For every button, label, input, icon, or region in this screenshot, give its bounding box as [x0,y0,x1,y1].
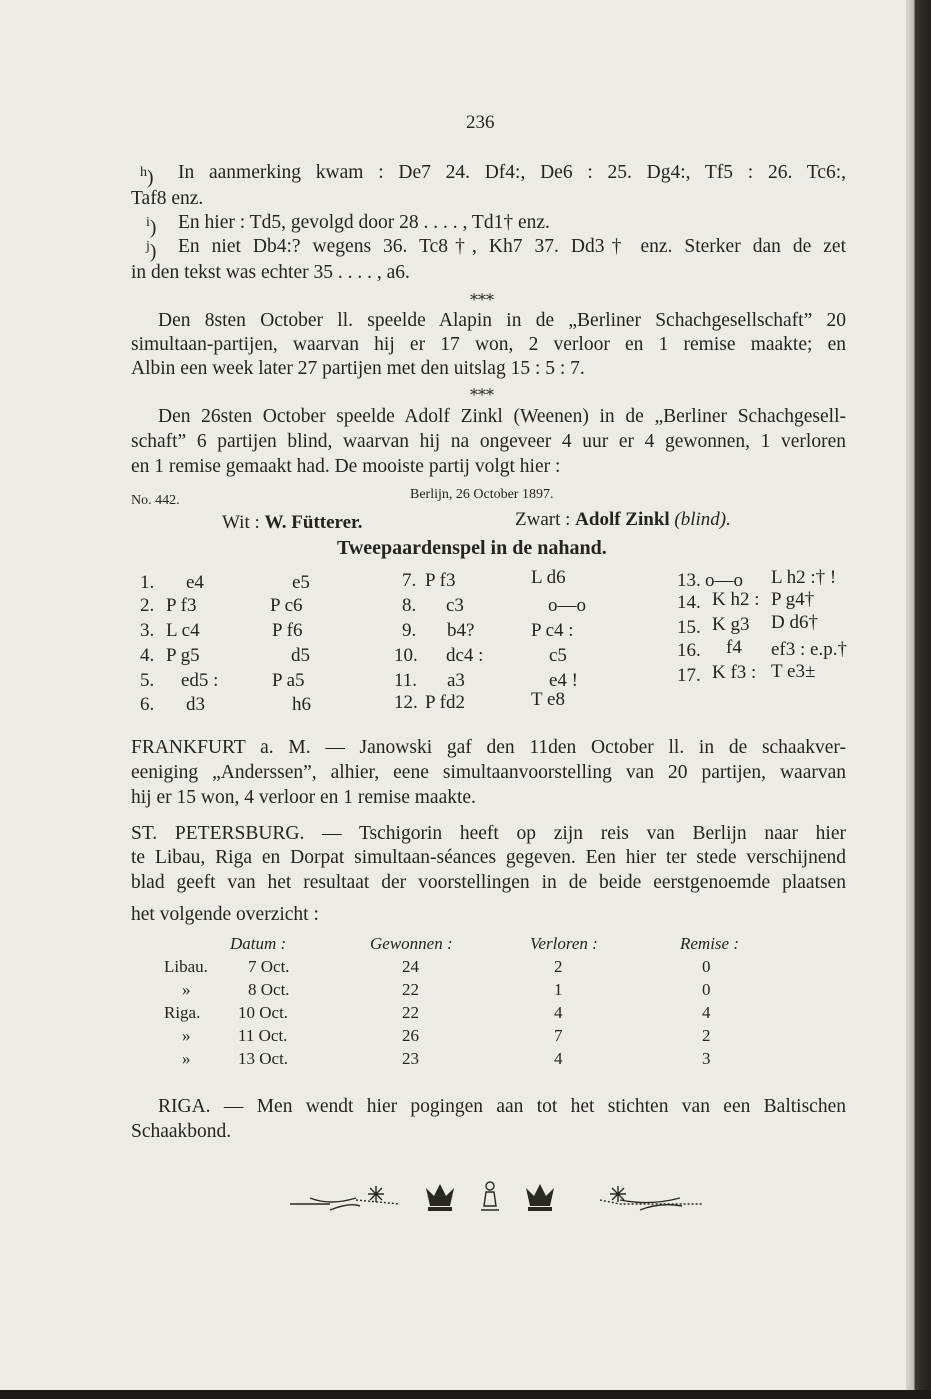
table-cell-won: 24 [402,956,419,976]
book-edge [906,0,931,1399]
table-cell-place: » [182,1025,191,1045]
separator-asterism: ⁎⁎⁎ [470,382,494,399]
white-move: K f3 : [712,662,757,683]
chess-ornament-icon [290,1176,710,1216]
petersburg-line-3: blad geeft van het resultaat der voorstellingen in de beide eerstgenoemde plaatsen [131,872,846,893]
black-move: o—o [548,595,586,616]
table-cell-draw: 2 [702,1025,711,1045]
right-crown-icon [526,1184,554,1211]
white-move: ed5 : [181,670,219,691]
frankfurt-line-3: hij er 15 won, 4 verloor en 1 remise maakte. [131,787,476,808]
footnote-h-marker: $^h$) [140,165,154,189]
table-cell-won: 22 [402,1002,419,1022]
black-move: D d6† [771,612,818,633]
table-cell-place: Libau. [164,956,208,976]
table-cell-draw: 3 [702,1048,711,1068]
white-move: P f3 [166,595,197,616]
move-number: 12. [394,692,418,713]
footnote-j-line-2: in den tekst was echter 35 . . . . , a6. [131,262,410,283]
footnote-h-line-1: In aanmerking kwam : De7 24. Df4:, De6 : 25. Dg4:, Tf5 : 26. Tc6:, [178,162,846,183]
table-header-draw: Remise : [680,933,740,953]
table-header-row [140,932,780,955]
move-number: 7. [402,570,417,591]
white-move: P f3 [425,570,456,591]
move-number: 5. [140,670,155,691]
black-move: d5 [291,645,310,666]
table-cell-date: 10 Oct. [238,1002,289,1022]
right-star-icon [610,1186,626,1202]
move-number: 8. [402,595,417,616]
table-cell-date: 8 Oct. [248,979,290,999]
black-move: ef3 : e.p.† [771,639,847,660]
table-cell-lost: 7 [554,1025,563,1045]
black-move: P a5 [272,670,305,691]
frankfurt-line-1: FRANKFURT a. M. — Janowski gaf den 11den October ll. in de schaakver- [131,737,846,758]
alapin-line-3: Albin een week later 27 partijen met den uitslag 15 : 5 : 7. [131,358,585,379]
table-row [140,1024,780,1047]
move-number: 11. [394,670,418,691]
black-move: c5 [549,645,567,666]
table-row [140,978,780,1001]
table-cell-place: » [182,1048,191,1068]
white-move: o—o [705,570,743,591]
white-move: dc4 : [446,645,484,666]
page-number: 236 [466,112,495,133]
zinkl-line-1: Den 26sten October speelde Adolf Zinkl (Weenen) in de „Berliner Schachgesell- [158,406,846,427]
move-number: 17. [677,665,701,686]
black-player: Zwart : Adolf Zinkl (blind). [515,509,731,530]
riga-line-1: RIGA. — Men wendt hier pogingen aan tot het stichten van een Baltischen [158,1096,846,1117]
black-move: P c6 [270,595,303,616]
game-number: No. 442. [131,493,180,508]
pawn-icon [481,1182,499,1210]
separator-asterism: ⁎⁎⁎ [470,287,494,304]
white-move: K g3 [712,614,750,635]
move-number: 14. [677,592,701,613]
table-row [140,955,780,978]
black-move: P c4 : [531,620,574,641]
move-number: 3. [140,620,155,641]
opening-title: Tweepaardenspel in de nahand. [337,537,607,559]
game-place-date: Berlijn, 26 October 1897. [410,487,554,502]
table-header-place [140,932,230,955]
table-row [140,1047,780,1070]
white-move: e4 [186,572,204,593]
black-move: P g4† [771,589,815,610]
zinkl-line-3: en 1 remise gemaakt had. De mooiste partij volgt hier : [131,456,561,477]
move-number: 2. [140,595,155,616]
table-cell-draw: 4 [702,1002,711,1022]
table-cell-date: 7 Oct. [248,956,290,976]
table-cell-place: » [182,979,191,999]
move-number: 15. [677,617,701,638]
table-cell-lost: 1 [554,979,563,999]
white-move: P fd2 [425,692,465,713]
alapin-line-2: simultaan-partijen, waarvan hij er 17 won, 2 verloor en 1 remise maakte; en [131,334,846,355]
footnote-j-marker: $^j$) [146,239,157,263]
left-star-icon [368,1186,384,1202]
white-move: a3 [447,670,465,691]
table-cell-lost: 2 [554,956,563,976]
move-number: 16. [677,640,701,661]
move-number: 4. [140,645,155,666]
table-cell-draw: 0 [702,979,711,999]
white-move: L c4 [166,620,200,641]
table-header-won: Gewonnen : [370,933,453,953]
black-move: T e8 [531,689,565,710]
alapin-line-1: Den 8sten October ll. speelde Alapin in de „Berliner Schachgesellschaft” 20 [158,310,846,331]
table-header-lost: Verloren : [530,933,598,953]
black-move: L h2 :† ! [771,567,837,588]
white-player: Wit : W. Fütterer. [222,512,363,533]
table-cell-place: Riga. [164,1002,201,1022]
footnote-i-line-1: En hier : Td5, gevolgd door 28 . . . . , Td1† enz. [178,212,550,233]
footnote-i-marker: $^i$) [146,215,157,239]
table-row [140,1001,780,1024]
white-move: b4? [447,620,475,641]
white-move: P g5 [166,645,200,666]
table-cell-won: 23 [402,1048,419,1068]
results-table [140,932,780,1070]
petersburg-line-4: het volgende overzicht : [131,904,319,925]
move-number: 13. [677,570,701,591]
zinkl-line-2: schaft” 6 partijen blind, waarvan hij na ongeveer 4 uur er 4 gewonnen, 1 verloren [131,431,846,452]
table-cell-date: 11 Oct. [238,1025,288,1045]
table-cell-draw: 0 [702,956,711,976]
frankfurt-line-2: eeniging „Anderssen”, alhier, eene simultaanvoorstelling van 20 partijen, waarvan [131,762,846,783]
black-move: h6 [292,694,311,715]
black-move: L d6 [531,567,566,588]
move-number: 9. [402,620,417,641]
move-number: 10. [394,645,418,666]
table-cell-won: 22 [402,979,419,999]
white-move: f4 [726,637,742,658]
table-cell-lost: 4 [554,1002,563,1022]
petersburg-line-1: ST. PETERSBURG. — Tschigorin heeft op zijn reis van Berlijn naar hier [131,823,846,844]
riga-line-2: Schaakbond. [131,1121,232,1142]
black-move: e4 ! [549,670,579,691]
left-flourish-icon [290,1198,360,1210]
table-cell-lost: 4 [554,1048,563,1068]
footnote-h-line-2: Taf8 enz. [131,188,204,209]
black-move: P f6 [272,620,303,641]
petersburg-line-2: te Libau, Riga en Dorpat simultaan-séances gegeven. Een hier ter stede verschijnend [131,847,846,868]
black-move: e5 [292,572,310,593]
white-move: K h2 : [712,589,760,610]
left-crown-icon [426,1184,454,1211]
footnote-j-line-1: En niet Db4:? wegens 36. Tc8†, Kh7 37. Dd3† enz. Sterker dan de zet [178,236,846,257]
scan-border [0,1390,931,1399]
table-cell-won: 26 [402,1025,419,1045]
move-number: 1. [140,572,155,593]
white-move: c3 [446,595,464,616]
move-number: 6. [140,694,155,715]
white-move: d3 [186,694,205,715]
black-move: T e3± [771,661,816,682]
table-cell-date: 13 Oct. [238,1048,289,1068]
table-header-date: Datum : [230,933,287,953]
